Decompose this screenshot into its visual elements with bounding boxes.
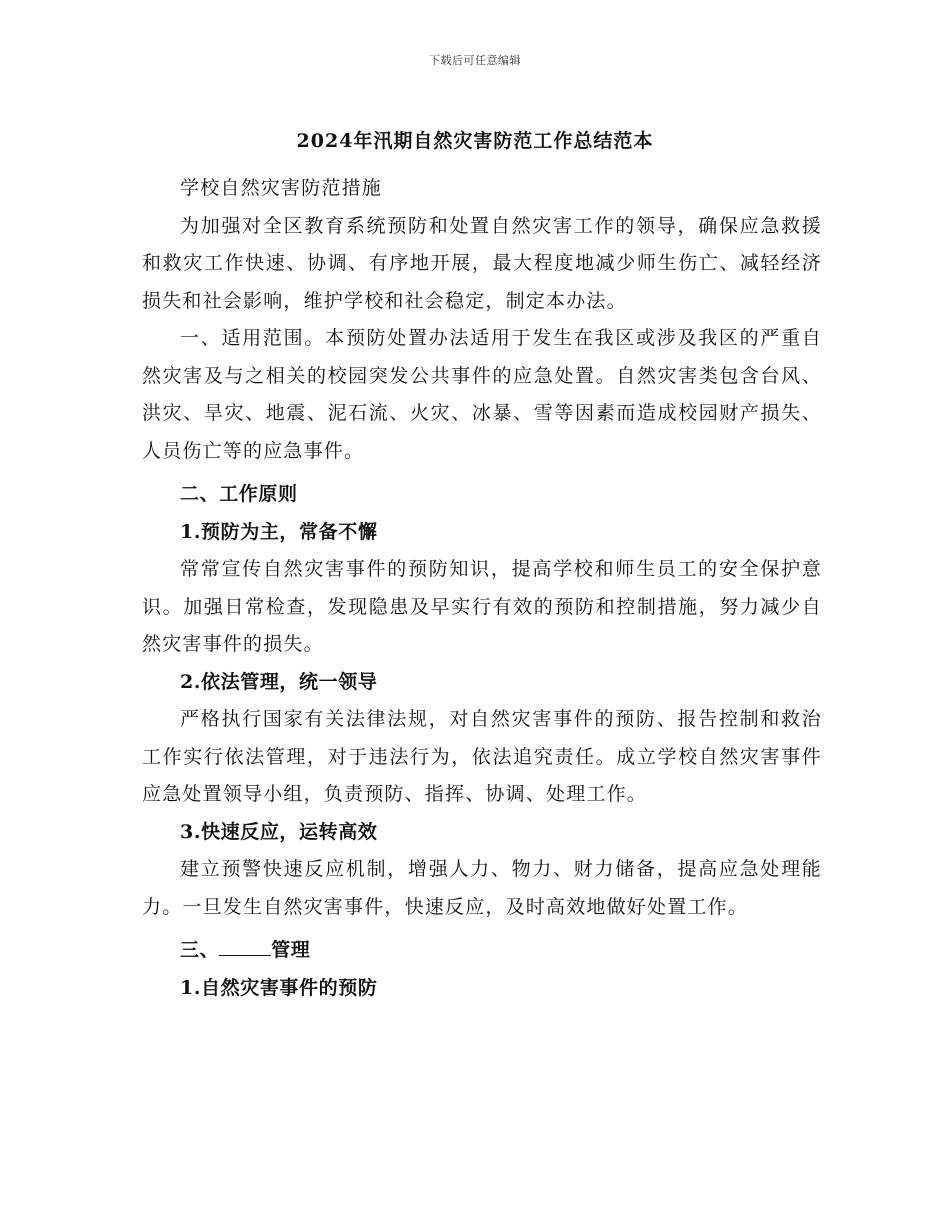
heading-prevention-first: 1.预防为主，常备不懈 (180, 520, 378, 543)
heading-disaster-prevention: 1.自然灾害事件的预防 (180, 976, 378, 999)
paragraph-prevention: 常常宣传自然灾害事件的预防知识，提高学校和师生员工的安全保护意识。加强日常检查，发现隐患及早实行有效的预防和控制措施，努力减少自然灾害事件的损失。 (142, 558, 822, 655)
heading-management (142, 932, 822, 970)
heading-management-suffix: 管理 (271, 939, 311, 961)
document-title: 2024年汛期自然灾害防范工作总结范本 (296, 130, 654, 152)
header-note: 下载后可任意编辑 (429, 54, 521, 67)
paragraph-lawful: 严格执行国家有关法律法规，对自然灾害事件的预防、报告控制和救治工作实行依法管理，对于违法行为，依法追究责任。成立学校自然灾害事件应急处置领导小组，负责预防、指挥、协调、处理工作。 (142, 708, 822, 805)
heading-rapid-response: 3.快速反应，运转高效 (180, 820, 378, 843)
heading-principles: 二、工作原则 (180, 483, 298, 505)
blank-underline (219, 937, 271, 956)
paragraph-response: 建立预警快速反应机制，增强人力、物力、财力储备，提高应急处理能力。一旦发生自然灾害事件，快速反应，及时高效地做好处置工作。 (142, 858, 822, 918)
paragraph-purpose: 为加强对全区教育系统预防和处置自然灾害工作的领导，确保应急救援和救灾工作快速、协调、有序地开展，最大程度地减少师生伤亡、减轻经济损失和社会影响，维护学校和社会稳定，制定本办法。 (142, 214, 822, 312)
document-body (142, 170, 822, 1007)
paragraph-subtitle: 学校自然灾害防范措施 (180, 177, 383, 199)
heading-lawful-management: 2.依法管理，统一领导 (180, 670, 378, 693)
heading-management-prefix: 三、 (180, 939, 220, 961)
paragraph-scope: 一、适用范围。本预防处置办法适用于发生在我区或涉及我区的严重自然灾害及与之相关的校园突发公共事件的应急处置。自然灾害类包含台风、洪灾、旱灾、地震、泥石流、火灾、冰暴、雪等因素而造成校园财产损失、人员伤亡等的应急事件。 (142, 327, 822, 462)
